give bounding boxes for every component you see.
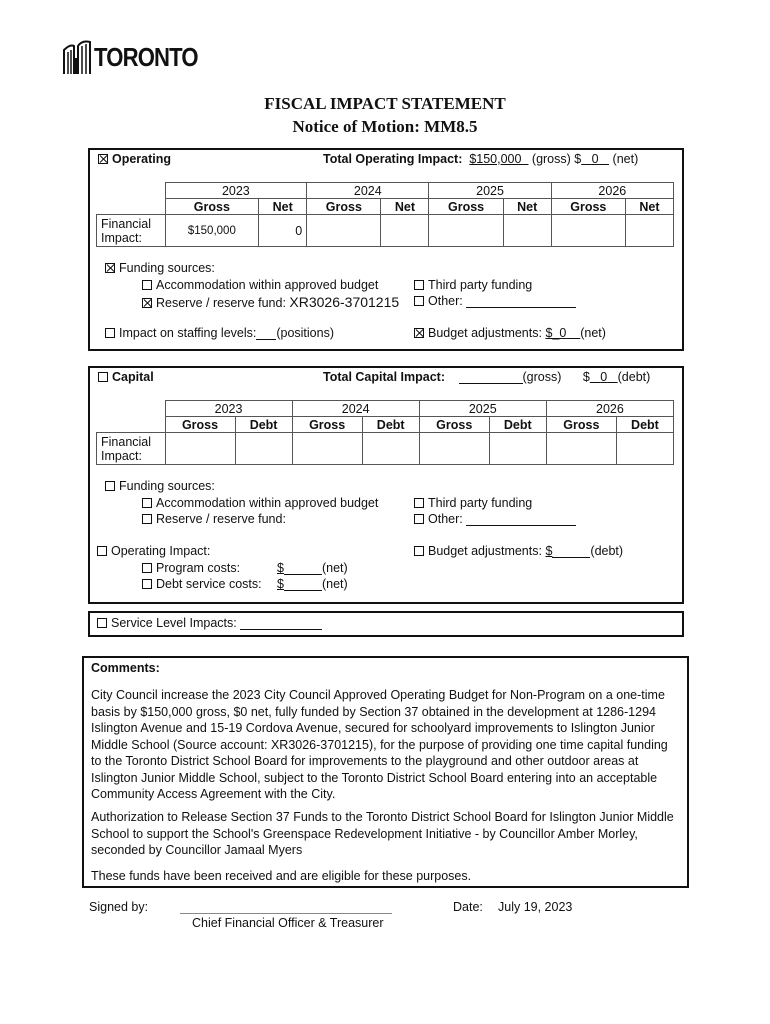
service-level-impacts[interactable]: Service Level Impacts: — [97, 616, 322, 630]
col-header: Net — [625, 199, 673, 215]
op-third-party[interactable]: Third party funding — [414, 278, 532, 292]
checkbox-icon[interactable] — [414, 296, 424, 306]
table-cell — [546, 433, 616, 465]
cap-budget-adjustments[interactable]: Budget adjustments: $ (debt) — [414, 544, 623, 558]
operating-table — [96, 182, 674, 247]
table-cell — [489, 433, 546, 465]
checkbox-icon[interactable] — [414, 498, 424, 508]
table-cell — [307, 215, 381, 247]
table-cell — [292, 433, 362, 465]
table-cell — [165, 433, 235, 465]
year-header: 2023 — [165, 183, 307, 199]
comments-paragraph-2: Authorization to Release Section 37 Funds to the Toronto District School Board for Islington Junior Middle School to support the School's Greenspace Redevelopment Initiative - by Councillor Amber Morley, seconded by Councillor Jamaal Myers — [91, 810, 674, 857]
signer-title: Chief Financial Officer & Treasurer — [192, 916, 384, 930]
checkbox-icon[interactable] — [105, 328, 115, 338]
checked-box-icon[interactable] — [414, 328, 424, 338]
year-header: 2025 — [419, 401, 546, 417]
signature-line[interactable] — [180, 913, 392, 914]
col-header: Net — [503, 199, 551, 215]
checkbox-icon[interactable] — [142, 514, 152, 524]
col-header: Gross — [546, 417, 616, 433]
cap-debt-service[interactable]: Debt service costs: — [142, 577, 262, 591]
checkbox-icon[interactable] — [142, 280, 152, 290]
comments-paragraph-1: City Council increase the 2023 City Council Approved Operating Budget for Non-Program on a one-time basis by $150,000 gross, $0 net, fully funded by Section 37 obtained in the development at 1286-1294 Islington Avenue and 15-19 Cordova Avenue, secured for schoolyard improvements to Islington Junior Middle School (Source account: XR3026-3701215), for the purpose of providing one time capital funding to the Toronto District School Board for improvements to the playground and other outdoor areas at Islington Junior Middle School, subject to the Toronto District School Board entering into an acceptable Community Access Agreement with the City. — [91, 688, 668, 801]
table-cell — [419, 433, 489, 465]
col-header: Debt — [362, 417, 419, 433]
col-header: Gross — [165, 199, 259, 215]
operating-section — [88, 148, 684, 351]
year-header: 2024 — [292, 401, 419, 417]
checkbox-icon[interactable] — [105, 481, 115, 491]
table-cell — [616, 433, 673, 465]
capital-total: Total Capital Impact: (gross) $ 0 (debt) — [323, 370, 651, 384]
col-header: Net — [259, 199, 307, 215]
year-header: 2023 — [165, 401, 292, 417]
checkbox-icon[interactable] — [98, 372, 108, 382]
checkbox-icon[interactable] — [97, 618, 107, 628]
year-header: 2025 — [429, 183, 551, 199]
row-label: Financial Impact: — [97, 215, 166, 247]
year-header: 2024 — [307, 183, 429, 199]
page-title: FISCAL IMPACT STATEMENT — [264, 94, 506, 113]
col-header: Debt — [235, 417, 292, 433]
debt-service-value: $ (net) — [277, 577, 348, 591]
checkbox-icon[interactable] — [414, 280, 424, 290]
checkbox-icon[interactable] — [97, 546, 107, 556]
operating-total: Total Operating Impact: $150,000 (gross) $ 0 (net) — [323, 152, 639, 166]
col-header: Net — [381, 199, 429, 215]
operating-checkbox-label[interactable]: Operating — [98, 152, 171, 166]
table-cell — [362, 433, 419, 465]
op-reserve[interactable]: Reserve / reserve fund: XR3026-3701215 — [142, 294, 399, 310]
checked-box-icon[interactable] — [142, 298, 152, 308]
checkbox-icon[interactable] — [414, 514, 424, 524]
signed-by-label: Signed by: — [89, 900, 149, 914]
date-label: Date: — [453, 900, 483, 914]
cap-accommodation[interactable]: Accommodation within approved budget — [142, 496, 378, 510]
year-header: 2026 — [546, 401, 673, 417]
program-costs-value: $ (net) — [277, 561, 348, 575]
capital-checkbox-label[interactable]: Capital — [98, 370, 154, 384]
page-subtitle: Notice of Motion: MM8.5 — [292, 117, 478, 136]
checked-box-icon[interactable] — [105, 263, 115, 273]
table-cell: 0 — [259, 215, 307, 247]
cap-other[interactable]: Other: — [414, 512, 576, 526]
reserve-account: XR3026-3701215 — [289, 294, 400, 310]
col-header: Gross — [419, 417, 489, 433]
table-cell: $150,000 — [165, 215, 259, 247]
op-accommodation[interactable]: Accommodation within approved budget — [142, 278, 378, 292]
checked-box-icon[interactable] — [98, 154, 108, 164]
cap-reserve[interactable]: Reserve / reserve fund: — [142, 512, 286, 526]
op-funding-sources[interactable]: Funding sources: — [105, 261, 215, 275]
op-budget-adjustments[interactable]: Budget adjustments: $_0 (net) — [414, 326, 606, 340]
table-cell — [235, 433, 292, 465]
col-header: Gross — [165, 417, 235, 433]
op-other[interactable]: Other: — [414, 294, 576, 308]
checkbox-icon[interactable] — [414, 546, 424, 556]
cap-program-costs[interactable]: Program costs: — [142, 561, 240, 575]
date-value: July 19, 2023 — [498, 900, 573, 914]
table-cell — [551, 215, 625, 247]
op-staffing[interactable]: Impact on staffing levels: (positions) — [105, 326, 334, 340]
cap-operating-impact[interactable]: Operating Impact: — [97, 544, 210, 558]
comments-paragraph-3: These funds have been received and are eligible for these purposes. — [91, 869, 472, 883]
col-header: Gross — [307, 199, 381, 215]
col-header: Debt — [616, 417, 673, 433]
table-cell — [381, 215, 429, 247]
cap-funding-sources[interactable]: Funding sources: — [105, 479, 215, 493]
table-cell — [429, 215, 503, 247]
col-header: Debt — [489, 417, 546, 433]
toronto-logo — [62, 38, 216, 76]
checkbox-icon[interactable] — [142, 579, 152, 589]
cap-third-party[interactable]: Third party funding — [414, 496, 532, 510]
comments-label: Comments: — [91, 661, 160, 675]
col-header: Gross — [292, 417, 362, 433]
checkbox-icon[interactable] — [142, 498, 152, 508]
row-label: Financial Impact: — [97, 433, 166, 465]
logo-text: TORONTO — [94, 41, 198, 72]
year-header: 2026 — [551, 183, 673, 199]
col-header: Gross — [429, 199, 503, 215]
checkbox-icon[interactable] — [142, 563, 152, 573]
table-cell — [625, 215, 673, 247]
table-cell — [503, 215, 551, 247]
col-header: Gross — [551, 199, 625, 215]
capital-table — [96, 400, 674, 465]
city-hall-icon — [62, 40, 92, 74]
